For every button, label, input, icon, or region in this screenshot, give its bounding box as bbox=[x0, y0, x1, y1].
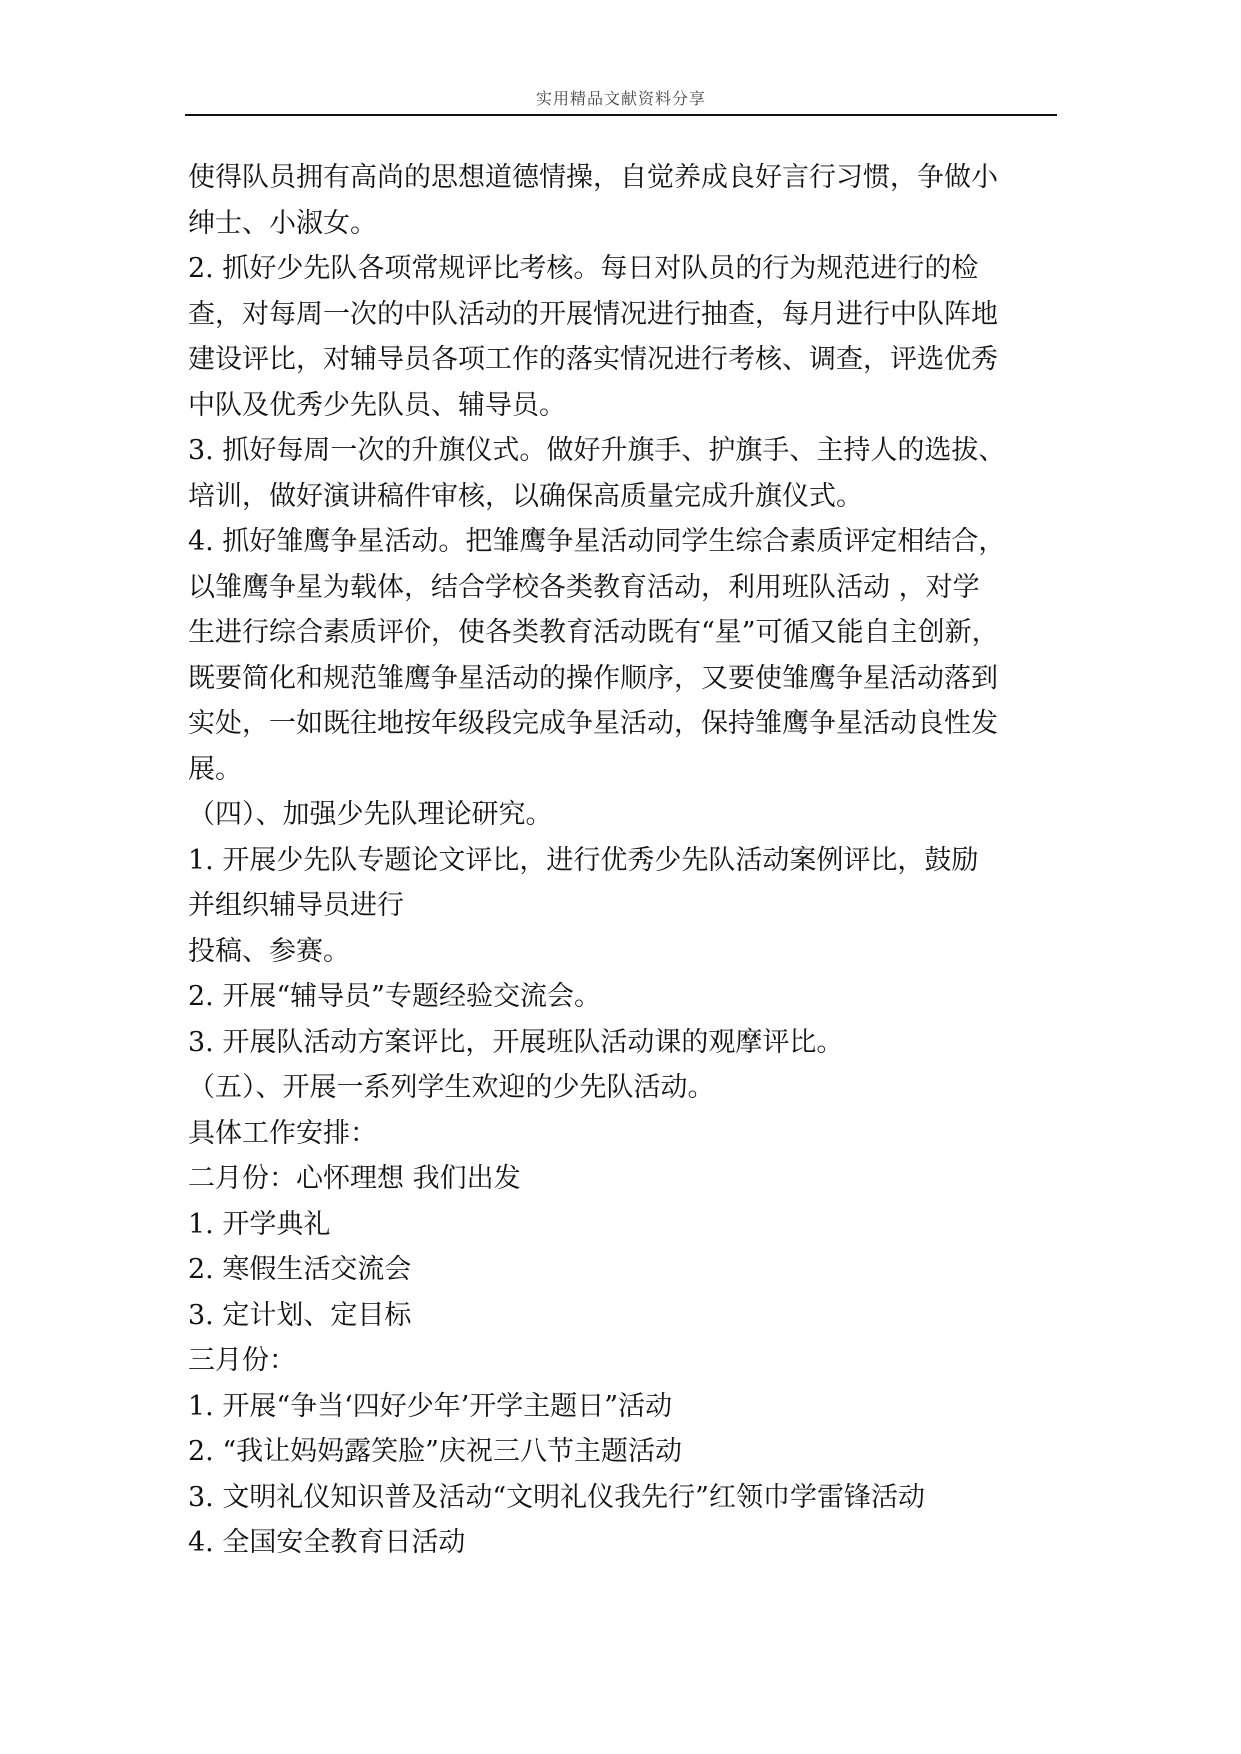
text-line: 展。 bbox=[188, 753, 242, 785]
text-line: 培训，做好演讲稿件审核，以确保高质量完成升旗仪式。 bbox=[188, 480, 863, 512]
text-line: 并组织辅导员进行 bbox=[188, 890, 404, 921]
text-line: 3. 抓好每周一次的升旗仪式。做好升旗手、护旗手、主持人的选拔、 bbox=[188, 435, 1006, 466]
month-heading: 三月份： bbox=[188, 1345, 296, 1376]
page-header: 实用精品文献资料分享 bbox=[535, 89, 706, 108]
text-line: 建设评比，对辅导员各项工作的落实情况进行考核、调查，评选优秀 bbox=[188, 344, 998, 375]
document-body bbox=[188, 155, 1060, 1566]
schedule-heading: 具体工作安排： bbox=[188, 1117, 377, 1149]
list-item: 1. 开学典礼 bbox=[188, 1208, 331, 1240]
text-line: 投稿、参赛。 bbox=[188, 935, 350, 967]
list-item: 2. 寒假生活交流会 bbox=[188, 1254, 412, 1285]
section-heading: （四）、加强少先队理论研究。 bbox=[188, 799, 553, 830]
list-item: 4. 全国安全教育日活动 bbox=[188, 1527, 466, 1558]
list-item: 3. 定计划、定目标 bbox=[188, 1299, 412, 1331]
text-line: 2. 开展“辅导员”专题经验交流会。 bbox=[188, 981, 601, 1012]
list-item: 1. 开展“争当‘四好少年’开学主题日”活动 bbox=[188, 1390, 673, 1422]
text-line: 既要简化和规范雏鹰争星活动的操作顺序，又要使雏鹰争星活动落到 bbox=[188, 662, 998, 694]
text-line: 绅士、小淑女。 bbox=[188, 207, 377, 239]
text-line: 生进行综合素质评价，使各类教育活动既有“星”可循又能自主创新， bbox=[188, 617, 999, 648]
text-line: 查，对每周一次的中队活动的开展情况进行抽查，每月进行中队阵地 bbox=[188, 298, 998, 330]
text-line: 实处，一如既往地按年级段完成争星活动，保持雏鹰争星活动良性发 bbox=[188, 708, 998, 739]
text-line: 中队及优秀少先队员、辅导员。 bbox=[188, 389, 566, 421]
text-line: 4. 抓好雏鹰争星活动。把雏鹰争星活动同学生综合素质评定相结合， bbox=[188, 526, 1006, 557]
text-line: 3. 开展队活动方案评比，开展班队活动课的观摩评比。 bbox=[188, 1026, 844, 1058]
list-item: 2. “我让妈妈露笑脸”庆祝三八节主题活动 bbox=[188, 1436, 682, 1467]
text-line: 2. 抓好少先队各项常规评比考核。每日对队员的行为规范进行的检 bbox=[188, 253, 979, 284]
header-divider bbox=[185, 114, 1057, 116]
month-heading: 二月份：心怀理想 我们出发 bbox=[188, 1163, 521, 1194]
section-heading: （五）、开展一系列学生欢迎的少先队活动。 bbox=[188, 1072, 715, 1103]
list-item: 3. 文明礼仪知识普及活动“文明礼仪我先行”红领巾学雷锋活动 bbox=[188, 1481, 925, 1513]
text-line: 1. 开展少先队专题论文评比，进行优秀少先队活动案例评比，鼓励 bbox=[188, 844, 979, 876]
text-line: 使得队员拥有高尚的思想道德情操，自觉养成良好言行习惯，争做小 bbox=[188, 162, 998, 193]
text-line: 以雏鹰争星为载体，结合学校各类教育活动，利用班队活动 ，对学 bbox=[188, 571, 980, 603]
